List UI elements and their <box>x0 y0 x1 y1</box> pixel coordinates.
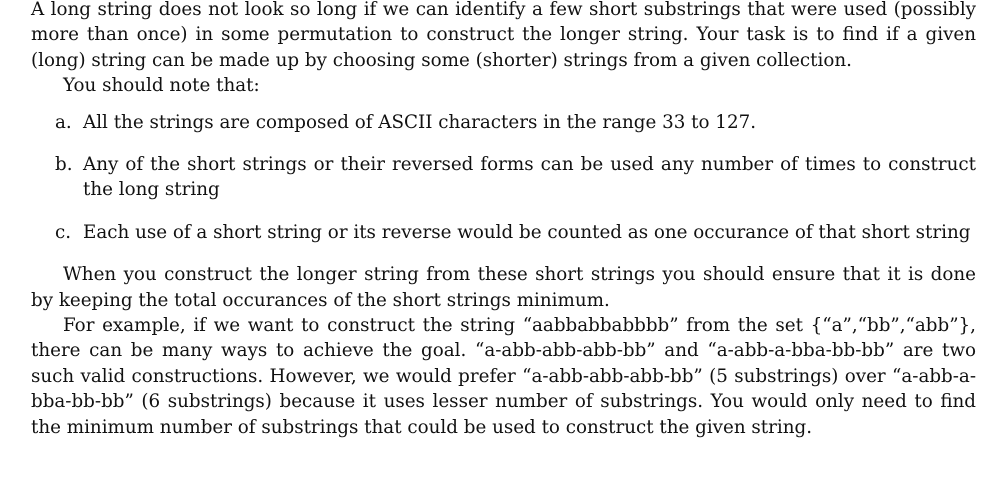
note-marker-a: a. <box>55 111 72 133</box>
intro-paragraph: A long string does not look so long if we can identify a few short substrings that were used (possibly more than once) in some permutation to construct the longer string. Your task is to find if a given (long) string can be made up by choosing some (shorter) strings from a given collection. <box>31 0 976 71</box>
note-text-b: Any of the short strings or their reversed forms can be used any number of times to construct the long string <box>83 154 976 201</box>
note-lead: You should note that: <box>63 75 260 97</box>
note-marker-c: c. <box>55 221 72 243</box>
note-item-c <box>31 220 976 245</box>
note-text-a: All the strings are composed of ASCII characters in the range 33 to 127. <box>83 111 757 133</box>
note-text-c: Each use of a short string or its reverse would be counted as one occurance of that short string <box>83 221 971 243</box>
construction-paragraph: When you construct the longer string from these short strings you should ensure that it is done by keeping the total occurances of the short strings minimum. <box>31 264 976 311</box>
example-paragraph: For example, if we want to construct the string “aabbabbabbbb” from the set {“a”,“bb”,“abb”}, there can be many ways to achieve the goal. “a-abb-abb-abb-bb” and “a-abb-a-bba-bb-bb” are two such valid constructions. However, we would prefer “a-abb-abb-abb-bb” (5 substrings) over “a-abb-a-bba-bb-bb” (6 substrings) because it uses lesser number of substrings. You would only need to find the minimum number of substrings that could be used to construct the given string. <box>31 315 976 438</box>
note-marker-b: b. <box>55 154 73 176</box>
notes-list <box>31 110 976 246</box>
problem-statement <box>31 0 976 440</box>
note-item-a <box>31 110 976 135</box>
note-item-b <box>31 152 976 203</box>
